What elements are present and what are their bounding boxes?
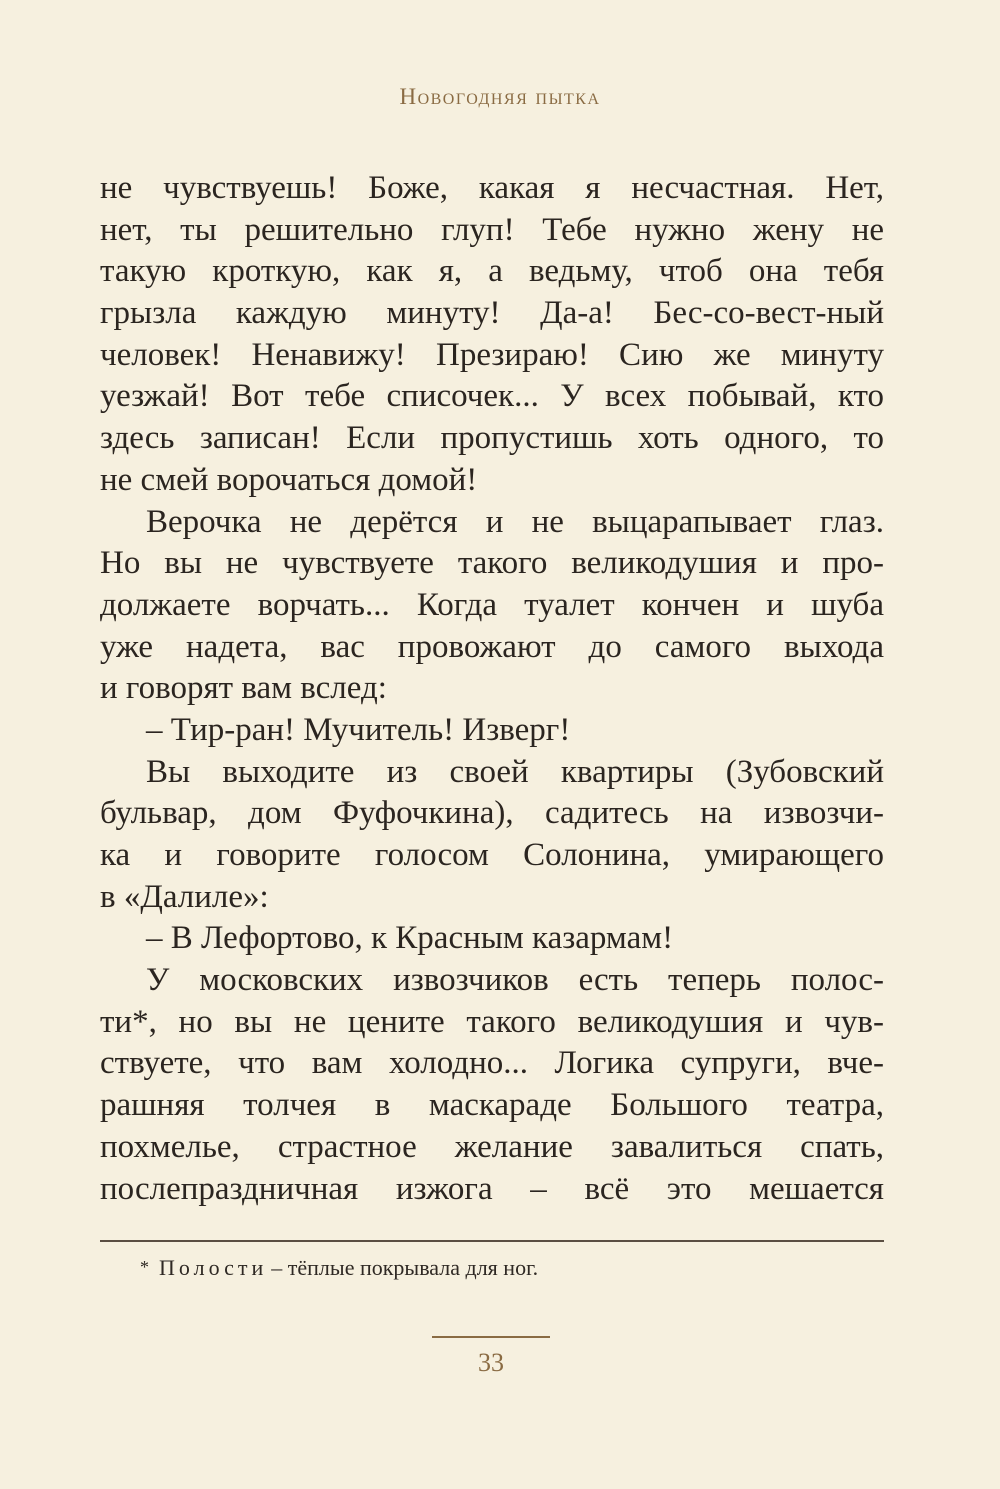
text-line: похмелье, страстное желание завалиться спать, — [100, 1128, 884, 1165]
text-line: Верочка не дерётся и не выцарапывает глаз. — [146, 503, 884, 540]
text-line: рашняя толчея в маскараде Большого театра, — [100, 1087, 884, 1124]
text-line: – В Лефортово, к Красным казармам! — [146, 920, 674, 957]
footnote — [140, 1252, 538, 1283]
text-line: – Тир-ран! Мучитель! Изверг! — [146, 711, 571, 748]
text-line: ка и говорите голосом Солонина, умирающего — [100, 837, 884, 873]
text-line: человек! Ненавижу! Презираю! Сию же минуту — [100, 336, 884, 373]
footnote-mark: * — [140, 1257, 149, 1277]
text-line: ствуете, что вам холодно... Логика супруги, вче- — [100, 1045, 884, 1082]
text-line: не смей ворочаться домой! — [100, 461, 478, 498]
page-number: 33 — [478, 1348, 504, 1377]
text-line: послепраздничная изжога – всё это мешается — [100, 1170, 884, 1207]
text-line: Вы выходите из своей квартиры (Зубовский — [146, 753, 884, 790]
text-line: грызла каждую минуту! Да-а! Бес-со-вест-ный — [100, 295, 884, 332]
text-line: такую кроткую, как я, а ведьму, чтоб она тебя — [100, 253, 884, 290]
footnote-divider — [100, 1240, 884, 1242]
text-line: бульвар, дом Фуфочкина), садитесь на извозчи- — [100, 795, 884, 832]
text-line: ти*, но вы не цените такого великодушия и чув- — [100, 1003, 884, 1040]
footnote-term: Полости — [159, 1255, 268, 1280]
running-head: Новогодняя пытка — [399, 84, 601, 109]
text-line: в «Далиле»: — [100, 878, 269, 915]
text-line: Но вы не чувствуете такого великодушия и про- — [100, 545, 884, 582]
text-line: должаете ворчать... Когда туалет кончен и шуба — [100, 586, 884, 623]
text-line: нет, ты решительно глуп! Тебе нужно жену не — [100, 211, 884, 248]
text-line: уезжай! Вот тебе списочек... У всех побывай, кто — [100, 378, 884, 415]
text-line: не чувствуешь! Боже, какая я несчастная. Нет, — [100, 170, 884, 206]
footnote-text: – тёплые покрывала для ног. — [271, 1255, 539, 1280]
text-line: здесь записан! Если пропустишь хоть одного, то — [100, 420, 884, 457]
body-text — [100, 168, 884, 1210]
page-number-divider — [432, 1336, 550, 1338]
text-line: У московских извозчиков есть теперь полос- — [146, 962, 884, 999]
text-line: и говорят вам вслед: — [100, 670, 387, 707]
text-line: уже надета, вас провожают до самого выхода — [100, 628, 884, 665]
